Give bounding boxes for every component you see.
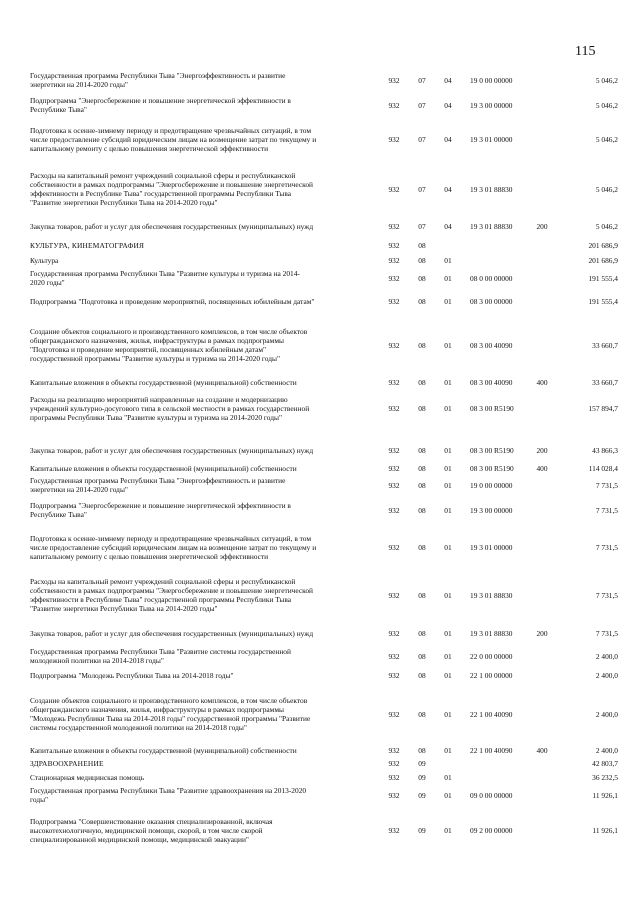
amount: 11 926,1 <box>592 790 618 800</box>
target-article-code: 08 3 00 40090 <box>470 340 513 350</box>
ministry-code: 932 <box>388 670 400 680</box>
section-code: 09 <box>418 790 426 800</box>
ministry-code: 932 <box>388 709 400 719</box>
target-article-code: 19 3 01 88830 <box>470 590 513 600</box>
table-row <box>30 95 620 115</box>
ministry-code: 932 <box>388 240 400 250</box>
expense-type-code <box>532 694 552 734</box>
target-article-code: 22 1 00 00000 <box>470 670 513 680</box>
target-article-code: 19 3 01 88830 <box>470 628 513 638</box>
ministry-code: 932 <box>388 403 400 413</box>
amount: 2 400,0 <box>595 745 618 755</box>
amount: 2 400,0 <box>595 670 618 680</box>
expense-description: Государственная программа Республики Тыва "Энергоэффективность и развитие энергетики на 2014-2020 годы" <box>30 476 286 494</box>
table-row <box>30 239 620 251</box>
target-article-code: 08 0 00 00000 <box>470 273 513 283</box>
table-row <box>30 444 620 456</box>
amount: 11 926,1 <box>592 825 618 835</box>
amount: 7 731,5 <box>595 542 618 552</box>
target-article-code <box>470 239 530 251</box>
ministry-code: 932 <box>388 100 400 110</box>
ministry-code: 932 <box>388 75 400 85</box>
target-article-code <box>470 254 530 266</box>
table-row <box>30 694 620 734</box>
subsection-code: 01 <box>444 403 452 413</box>
expense-description: Стационарная медицинская помощь <box>30 772 145 782</box>
section-code: 08 <box>418 445 426 455</box>
subsection-code: 01 <box>444 790 452 800</box>
page-number: 115 <box>575 44 596 59</box>
target-article-code: 09 2 00 00000 <box>470 825 513 835</box>
expense-type-code: 400 <box>536 377 548 387</box>
expense-type-code <box>532 669 552 681</box>
ministry-code: 932 <box>388 628 400 638</box>
target-article-code: 19 0 00 00000 <box>470 480 513 490</box>
expense-description: КУЛЬТУРА, КИНЕМАТОГРАФИЯ <box>30 240 145 250</box>
amount: 5 046,2 <box>595 75 618 85</box>
table-row <box>30 532 620 562</box>
subsection-code: 01 <box>444 542 452 552</box>
amount: 114 028,4 <box>588 463 618 473</box>
table-row <box>30 268 620 288</box>
expense-description: Закупка товаров, работ и услуг для обеспечения государственных (муниципальных) нужд <box>30 221 314 231</box>
target-article-code: 19 3 01 00000 <box>470 134 513 144</box>
target-article-code: 08 3 00 00000 <box>470 296 513 306</box>
section-code: 08 <box>418 296 426 306</box>
subsection-code: 04 <box>444 75 452 85</box>
table-row <box>30 376 620 388</box>
amount: 5 046,2 <box>595 221 618 231</box>
expense-type-code <box>532 95 552 115</box>
table-row <box>30 669 620 681</box>
expense-description: Создание объектов социального и производственного комплексов, в том числе объектов общегражданского назначения, жилья, инфраструктуры в рамках подпрограммы "Молодежь Республики Тыва на 2014-2018 годы" государственной программы "Развитие системы государственной молодежной политики на 2014-2018 годы" <box>30 696 311 732</box>
ministry-code: 932 <box>388 255 400 265</box>
ministry-code: 932 <box>388 273 400 283</box>
expense-type-code <box>532 268 552 288</box>
subsection-code: 01 <box>444 505 452 515</box>
table-row <box>30 295 620 307</box>
expense-type-code <box>532 757 552 769</box>
target-article-code: 19 3 01 00000 <box>470 542 513 552</box>
table-row <box>30 325 620 365</box>
section-code: 08 <box>418 628 426 638</box>
subsection-code: 01 <box>444 445 452 455</box>
amount: 7 731,5 <box>595 480 618 490</box>
expense-type-code <box>532 325 552 365</box>
expense-description: Капитальные вложения в объекты государственной (муниципальной) собственности <box>30 745 297 755</box>
ministry-code: 932 <box>388 445 400 455</box>
table-row <box>30 254 620 266</box>
target-article-code: 08 3 00 R5190 <box>470 445 514 455</box>
expense-description: Подпрограмма "Подготовка и проведение мероприятий, посвященных юбилейным датам" <box>30 296 315 306</box>
ministry-code: 932 <box>388 651 400 661</box>
section-code: 08 <box>418 463 426 473</box>
subsection-code: 01 <box>444 709 452 719</box>
expense-type-code <box>532 810 552 850</box>
table-row <box>30 220 620 232</box>
table-row <box>30 627 620 639</box>
expense-description: ЗДРАВООХРАНЕНИЕ <box>30 758 104 768</box>
subsection-code: 01 <box>444 273 452 283</box>
expense-type-code <box>532 475 552 495</box>
ministry-code: 932 <box>388 184 400 194</box>
expense-description: Капитальные вложения в объекты государственной (муниципальной) собственности <box>30 463 297 473</box>
amount: 33 660,7 <box>592 340 618 350</box>
expense-description: Подготовка к осенне-зимнему периоду и предотвращение чрезвычайных ситуаций, в том числе предоставление субсидий юридическим лицам на возмещение затрат по текущему и капитальному ремонту с целью повышения энергетической эффективности <box>30 125 317 153</box>
ministry-code: 932 <box>388 377 400 387</box>
expense-type-code <box>532 785 552 805</box>
target-article-code: 22 1 00 40090 <box>470 709 513 719</box>
expense-description: Расходы на капитальный ремонт учреждений социальной сферы и республиканской собственности в рамках подпрограммы "Энергосбережение и повышение энергетической эффективности в Республике Тыва" государственной программы Республики Тыва "Развитие энергетики Республики Тыва на 2014-2020 годы" <box>30 577 314 613</box>
amount: 7 731,5 <box>595 505 618 515</box>
subsection-code: 01 <box>444 590 452 600</box>
table-row <box>30 124 620 154</box>
target-article-code: 08 3 00 R5190 <box>470 463 514 473</box>
expense-description: Государственная программа Республики Тыва "Энергоэффективность и развитие энергетики на 2014-2020 годы" <box>30 71 286 89</box>
expense-type-code <box>532 295 552 307</box>
amount: 2 400,0 <box>595 709 618 719</box>
expense-description: Подготовка к осенне-зимнему периоду и предотвращение чрезвычайных ситуаций, в том числе предоставление субсидий юридическим лицам на возмещение затрат по текущему и капитальному ремонту с целью повышения энергетической эффективности <box>30 533 317 561</box>
amount: 5 046,2 <box>595 134 618 144</box>
subsection-code: 01 <box>444 628 452 638</box>
ministry-code: 932 <box>388 745 400 755</box>
subsection-code: 01 <box>444 670 452 680</box>
target-article-code <box>470 771 530 783</box>
target-article-code: 19 3 01 88830 <box>470 221 513 231</box>
target-article-code: 19 3 00 00000 <box>470 505 513 515</box>
target-article-code: 09 0 00 00000 <box>470 790 513 800</box>
amount: 5 046,2 <box>595 184 618 194</box>
section-code: 09 <box>418 758 426 768</box>
section-code: 08 <box>418 709 426 719</box>
section-code: 08 <box>418 340 426 350</box>
expense-description: Государственная программа Республики Тыва "Развитие здравоохранения на 2013-2020 годы" <box>30 786 307 804</box>
section-code: 07 <box>418 134 426 144</box>
expense-type-code <box>532 239 552 251</box>
table-row <box>30 646 620 666</box>
amount: 7 731,5 <box>595 590 618 600</box>
expense-description: Закупка товаров, работ и услуг для обеспечения государственных (муниципальных) нужд <box>30 628 314 638</box>
section-code: 08 <box>418 403 426 413</box>
table-row <box>30 771 620 783</box>
section-code: 07 <box>418 100 426 110</box>
amount: 191 555,4 <box>588 296 618 306</box>
expense-description: Культура <box>30 255 59 265</box>
ministry-code: 932 <box>388 296 400 306</box>
amount: 5 046,2 <box>595 100 618 110</box>
ministry-code: 932 <box>388 542 400 552</box>
section-code: 08 <box>418 745 426 755</box>
expense-type-code <box>532 771 552 783</box>
section-code: 07 <box>418 75 426 85</box>
ministry-code: 932 <box>388 825 400 835</box>
section-code: 07 <box>418 184 426 194</box>
subsection-code: 04 <box>444 184 452 194</box>
target-article-code: 08 3 00 40090 <box>470 377 513 387</box>
expense-description: Капитальные вложения в объекты государственной (муниципальной) собственности <box>30 377 297 387</box>
table-row <box>30 575 620 615</box>
target-article-code: 19 0 00 00000 <box>470 75 513 85</box>
amount: 42 803,7 <box>592 758 618 768</box>
target-article-code: 19 3 00 00000 <box>470 100 513 110</box>
target-article-code: 22 1 00 40090 <box>470 745 513 755</box>
subsection-code: 01 <box>444 340 452 350</box>
expense-description: Создание объектов социального и производственного комплексов, в том числе объектов общегражданского назначения, жилья, инфраструктуры в рамках подпрограммы "Подготовка и проведение мероприятий, посвященных юбилейным датам" государственной программы "Развитие культуры и туризма на 2014-2020 годы" <box>30 327 308 363</box>
expense-type-code: 200 <box>536 221 548 231</box>
expense-description: Расходы на капитальный ремонт учреждений социальной сферы и республиканской собственности в рамках подпрограммы "Энергосбережение и повышение энергетической эффективности в Республике Тыва" государственной программы Республики Тыва "Развитие энергетики Республики Тыва на 2014-2020 годы" <box>30 171 314 207</box>
target-article-code: 19 3 01 88830 <box>470 184 513 194</box>
section-code: 08 <box>418 255 426 265</box>
section-code: 09 <box>418 825 426 835</box>
expense-type-code <box>532 532 552 562</box>
subsection-code: 01 <box>444 745 452 755</box>
subsection-code: 01 <box>444 296 452 306</box>
section-code: 08 <box>418 542 426 552</box>
section-code: 08 <box>418 670 426 680</box>
table-row <box>30 785 620 805</box>
ministry-code: 932 <box>388 590 400 600</box>
target-article-code: 08 3 00 R5190 <box>470 403 514 413</box>
subsection-code <box>440 239 456 251</box>
expense-type-code <box>532 646 552 666</box>
subsection-code: 01 <box>444 825 452 835</box>
ministry-code: 932 <box>388 758 400 768</box>
ministry-code: 932 <box>388 505 400 515</box>
subsection-code: 01 <box>444 651 452 661</box>
subsection-code: 01 <box>444 772 452 782</box>
expense-description: Подпрограмма "Совершенствование оказания специализированной, включая высокотехнологичную, медицинской помощи, скорой, в том числе скорой специализированной медицинской помощи, медицинской эвакуации" <box>30 816 273 844</box>
amount: 191 555,4 <box>588 273 618 283</box>
subsection-code: 04 <box>444 221 452 231</box>
expense-description: Подпрограмма "Энергосбережение и повышение энергетической эффективности в Республике Тыва" <box>30 501 291 519</box>
subsection-code: 04 <box>444 134 452 144</box>
amount: 43 866,3 <box>592 445 618 455</box>
section-code: 08 <box>418 590 426 600</box>
section-code: 08 <box>418 505 426 515</box>
expense-type-code: 400 <box>536 745 548 755</box>
ministry-code: 932 <box>388 480 400 490</box>
expense-description: Расходы на реализацию мероприятий направленные на создание и модернизацию учреждений культурно-досугового типа в сельской местности в рамках государственной программы Республики Тыва "Развитие культуры и туризма на 2014-2020 годы" <box>30 394 310 422</box>
expense-type-code <box>532 124 552 154</box>
table-row <box>30 810 620 850</box>
ministry-code: 932 <box>388 340 400 350</box>
expense-description: Подпрограмма "Молодежь Республики Тыва на 2014-2018 годы" <box>30 670 234 680</box>
table-row <box>30 169 620 209</box>
section-code: 08 <box>418 273 426 283</box>
target-article-code: 22 0 00 00000 <box>470 651 513 661</box>
table-row <box>30 744 620 756</box>
expense-description: Закупка товаров, работ и услуг для обеспечения государственных (муниципальных) нужд <box>30 445 314 455</box>
expense-description: Государственная программа Республики Тыва "Развитие системы государственной молодежной политики на 2014-2018 годы" <box>30 647 291 665</box>
subsection-code <box>440 757 456 769</box>
amount: 7 731,5 <box>595 628 618 638</box>
subsection-code: 04 <box>444 100 452 110</box>
expense-type-code <box>532 393 552 423</box>
subsection-code: 01 <box>444 377 452 387</box>
ministry-code: 932 <box>388 772 400 782</box>
table-row <box>30 757 620 769</box>
expense-type-code <box>532 254 552 266</box>
expense-type-code <box>532 169 552 209</box>
subsection-code: 01 <box>444 255 452 265</box>
expense-type-code <box>532 70 552 90</box>
ministry-code: 932 <box>388 463 400 473</box>
expense-type-code: 200 <box>536 445 548 455</box>
amount: 36 232,5 <box>592 772 618 782</box>
amount: 157 894,7 <box>588 403 618 413</box>
table-row <box>30 70 620 90</box>
section-code: 09 <box>418 772 426 782</box>
section-code: 08 <box>418 651 426 661</box>
amount: 201 686,9 <box>588 240 618 250</box>
amount: 201 686,9 <box>588 255 618 265</box>
expense-type-code: 200 <box>536 628 548 638</box>
table-row <box>30 462 620 474</box>
subsection-code: 01 <box>444 480 452 490</box>
expense-description: Государственная программа Республики Тыва "Развитие культуры и туризма на 2014- 2020 годы" <box>30 269 300 287</box>
subsection-code: 01 <box>444 463 452 473</box>
section-code: 07 <box>418 221 426 231</box>
expense-description: Подпрограмма "Энергосбережение и повышение энергетической эффективности в Республике Тыва" <box>30 96 291 114</box>
table-row <box>30 393 620 423</box>
ministry-code: 932 <box>388 790 400 800</box>
amount: 2 400,0 <box>595 651 618 661</box>
expense-type-code: 400 <box>536 463 548 473</box>
section-code: 08 <box>418 240 426 250</box>
target-article-code <box>470 757 530 769</box>
ministry-code: 932 <box>388 134 400 144</box>
section-code: 08 <box>418 377 426 387</box>
table-row <box>30 500 620 520</box>
ministry-code: 932 <box>388 221 400 231</box>
expense-type-code <box>532 500 552 520</box>
amount: 33 660,7 <box>592 377 618 387</box>
section-code: 08 <box>418 480 426 490</box>
table-row <box>30 475 620 495</box>
expense-type-code <box>532 575 552 615</box>
